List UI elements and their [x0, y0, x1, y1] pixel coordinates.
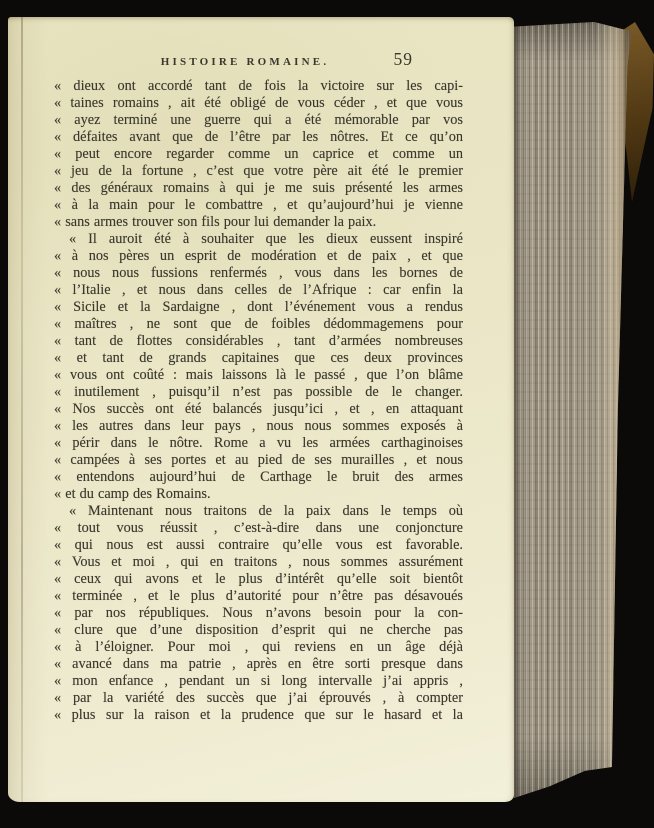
page-header	[54, 51, 463, 75]
text-line: « nous nous fussions renfermés , vous dans les bornes de	[54, 265, 463, 281]
running-header: HISTOIRE ROMAINE.	[160, 56, 330, 68]
text-line: « tant de flottes considérables , tant d’armées nombreuses	[54, 333, 463, 349]
text-line: « terminée , et le plus d’autorité pour n’être pas désavoués	[54, 588, 463, 604]
text-line: « les autres dans leur pays , nous nous sommes exposés à	[54, 418, 463, 434]
text-line: « Sicile et la Sardaigne , dont l’événement vous a rendus	[54, 299, 463, 315]
text-line: « maîtres , ne sont que de foibles dédommagemens pour	[54, 316, 463, 332]
text-line: « dieux ont accordé tant de fois la victoire sur les capi-	[54, 78, 463, 94]
text-line: « et tant de grands capitaines que ces deux provinces	[54, 350, 463, 366]
text-line: « peut encore regarder comme un caprice et comme un	[54, 146, 463, 162]
text-line: « des généraux romains à qui je me suis présenté les armes	[54, 180, 463, 196]
text-line: « Maintenant nous traitons de la paix dans le temps où	[69, 503, 463, 519]
text-line: « Nos succès ont été balancés jusqu’ici , et , en attaquant	[54, 401, 463, 417]
text-line: « et du camp des Romains.	[54, 486, 211, 502]
text-line: « mon enfance , pendant un si long intervalle j’ai appris ,	[54, 673, 463, 689]
text-line: « Il auroit été à souhaiter que les dieux eussent inspiré	[69, 231, 463, 247]
text-line: « ayez terminé une guerre qui a été mémorable par vos	[54, 112, 463, 128]
text-line: « l’Italie , et nous dans celles de l’Afrique : car enfin la	[54, 282, 463, 298]
page-number: 59	[393, 49, 413, 69]
text-line: « clure que d’une disposition d’esprit qui ne cherche pas	[54, 622, 463, 638]
text-line: « par la variété des succès que j’ai éprouvés , à compter	[54, 690, 463, 706]
text-line: « tout vous réussit , c’est-à-dire dans une conjoncture	[54, 520, 463, 536]
book-page	[8, 17, 514, 802]
text-line: « entendons aujourd’hui de Carthage le bruit des armes	[54, 469, 463, 485]
text-line: « périr dans le nôtre. Rome a vu les armées carthaginoises	[54, 435, 463, 451]
gutter-crease	[21, 17, 23, 802]
page-text	[54, 78, 463, 724]
text-line: « à l’éloigner. Pour moi , qui reviens en un âge déjà	[54, 639, 463, 655]
text-line: « ceux qui avons et le plus d’intérêt qu’elle soit bientôt	[54, 571, 463, 587]
text-line: « jeu de la fortune , c’est que votre père ait été le premier	[54, 163, 463, 179]
text-line: « à nos pères un esprit de modération et de paix , et que	[54, 248, 463, 264]
text-line: « plus sur la raison et la prudence que sur le hasard et la	[54, 707, 463, 723]
text-line: « inutilement , puisqu’il n’est pas possible de le changer.	[54, 384, 463, 400]
text-line: « taines romains , ait été obligé de vous céder , et que vous	[54, 95, 463, 111]
text-line: « Vous et moi , qui en traitons , nous sommes assurément	[54, 554, 463, 570]
text-line: « campées à ses portes et au pied de ses murailles , et nous	[54, 452, 463, 468]
text-line: « sans armes trouver son fils pour lui demander la paix.	[54, 214, 377, 230]
book-fore-edge	[514, 22, 632, 798]
text-line: « avancé dans ma patrie , après en être sorti presque dans	[54, 656, 463, 672]
text-line: « vous ont coûté : mais laissons là le passé , que l’on blâme	[54, 367, 463, 383]
text-line: « qui nous est aussi contraire qu’elle vous est favorable.	[54, 537, 463, 553]
text-line: « défaites avant que de l’être par les nôtres. Et ce qu’on	[54, 129, 463, 145]
text-line: « par nos républiques. Nous n’avons besoin pour la con-	[54, 605, 463, 621]
text-line: « à la main pour le combattre , et qu’aujourd’hui je vienne	[54, 197, 463, 213]
